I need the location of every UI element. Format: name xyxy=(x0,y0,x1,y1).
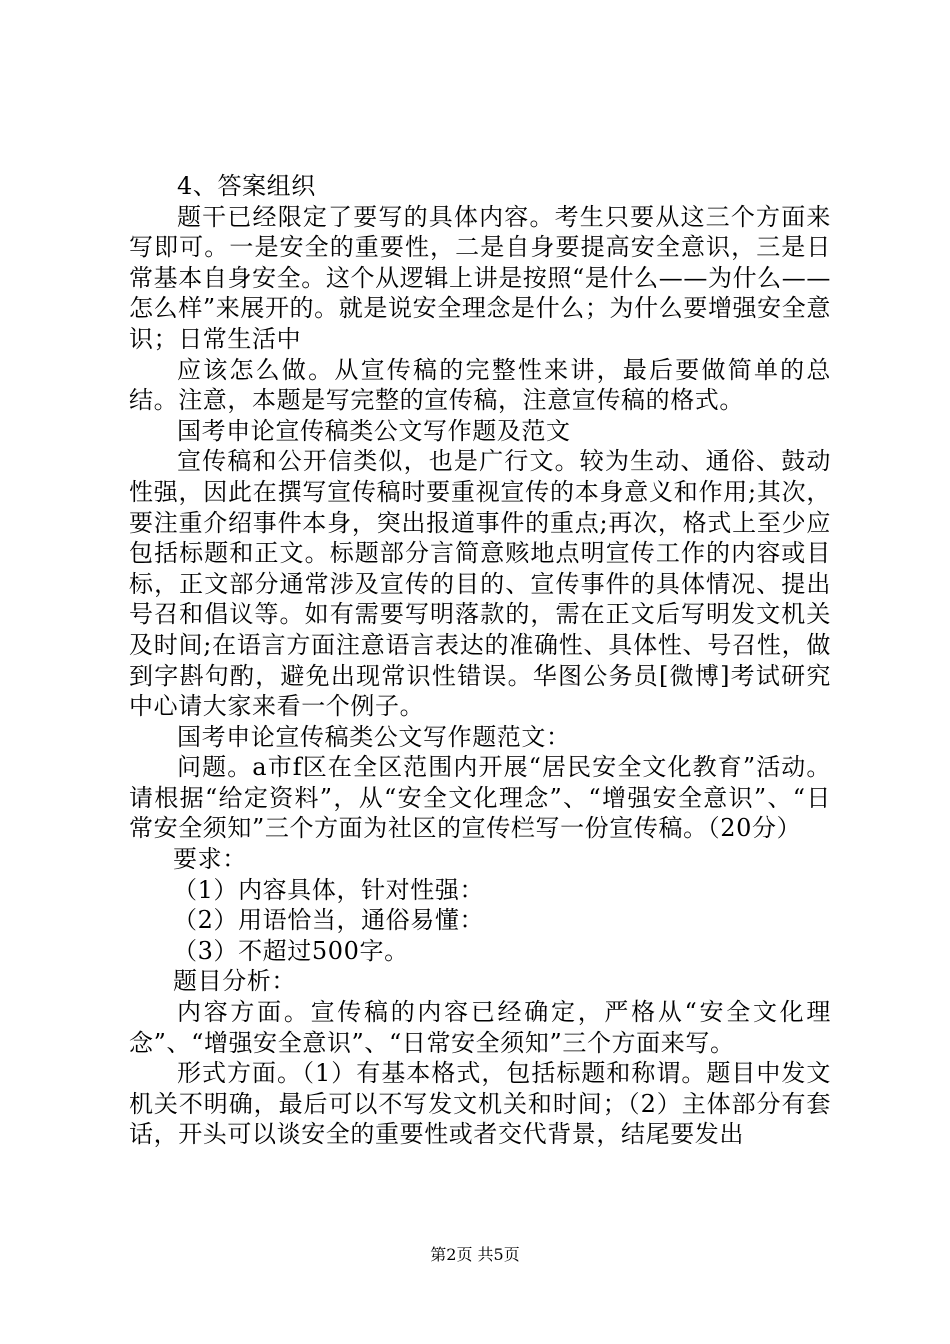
paragraph-question: 问题。a市f区在全区范围内开展“居民安全文化教育”活动。请根据“给定资料”，从“安全文化理念”、“增强安全意识”、“日常安全须知”三个方面为社区的宣传栏写一份宣传稿。（20分） xyxy=(129,753,831,843)
paragraph-content-scope: 题干已经限定了要写的具体内容。考生只要从这三个方面来写即可。一是安全的重要性，二是自身要提高安全意识，三是日常基本自身安全。这个从逻辑上讲是按照“是什么——为什么——怎么样”来展开的。就是说安全理念是什么；为什么要增强安全意识；日常生活中 xyxy=(129,202,831,353)
requirement-item-1: （1）内容具体，针对性强： xyxy=(173,875,485,904)
analysis-heading: 题目分析： xyxy=(173,967,296,996)
section-heading-essay-topic: 国考申论宣传稿类公文写作题及范文 xyxy=(177,416,571,445)
paragraph-format-aspect: 形式方面。（1）有基本格式，包括标题和称谓。题目中发文机关不明确，最后可以不写发文机关和时间；（2）主体部分有套话，开头可以谈安全的重要性或者交代背景，结尾要发出 xyxy=(129,1059,831,1149)
requirement-item-2: （2）用语恰当，通俗易懂： xyxy=(173,906,485,935)
page-number-footer: 第2页 共5页 xyxy=(430,1245,520,1264)
document-body xyxy=(129,171,831,1150)
section-heading-sample-essay: 国考申论宣传稿类公文写作题范文： xyxy=(177,722,571,751)
section-heading-answer-organization: 4、答案组织 xyxy=(177,172,316,200)
paragraph-content-aspect: 内容方面。宣传稿的内容已经确定，严格从“安全文化理念”、“增强安全意识”、“日常安全须知”三个方面来写。 xyxy=(129,998,831,1057)
paragraph-summary-note: 应该怎么做。从宣传稿的完整性来讲，最后要做简单的总结。注意，本题是写完整的宣传稿，注意宣传稿的格式。 xyxy=(129,355,831,415)
paragraph-publicity-overview: 宣传稿和公开信类似，也是广行文。较为生动、通俗、鼓动性强，因此在撰写宣传稿时要重视宣传的本身意义和作用;其次，要注重介绍事件本身，突出报道事件的重点;再次，格式上至少应包括标题和正文。标题部分言简意赅地点明宣传工作的内容或目标，正文部分通常涉及宣传的目的、宣传事件的具体情况、提出号召和倡议等。如有需要写明落款的，需在正文后写明发文机关及时间;在语言方面注意语言表达的准确性、具体性、号召性，做到字斟句酌，避免出现常识性错误。华图公务员[微博]考试研究中心请大家来看一个例子。 xyxy=(129,447,831,721)
requirements-heading: 要求： xyxy=(173,845,247,874)
requirement-item-3: （3）不超过500字。 xyxy=(173,936,409,965)
